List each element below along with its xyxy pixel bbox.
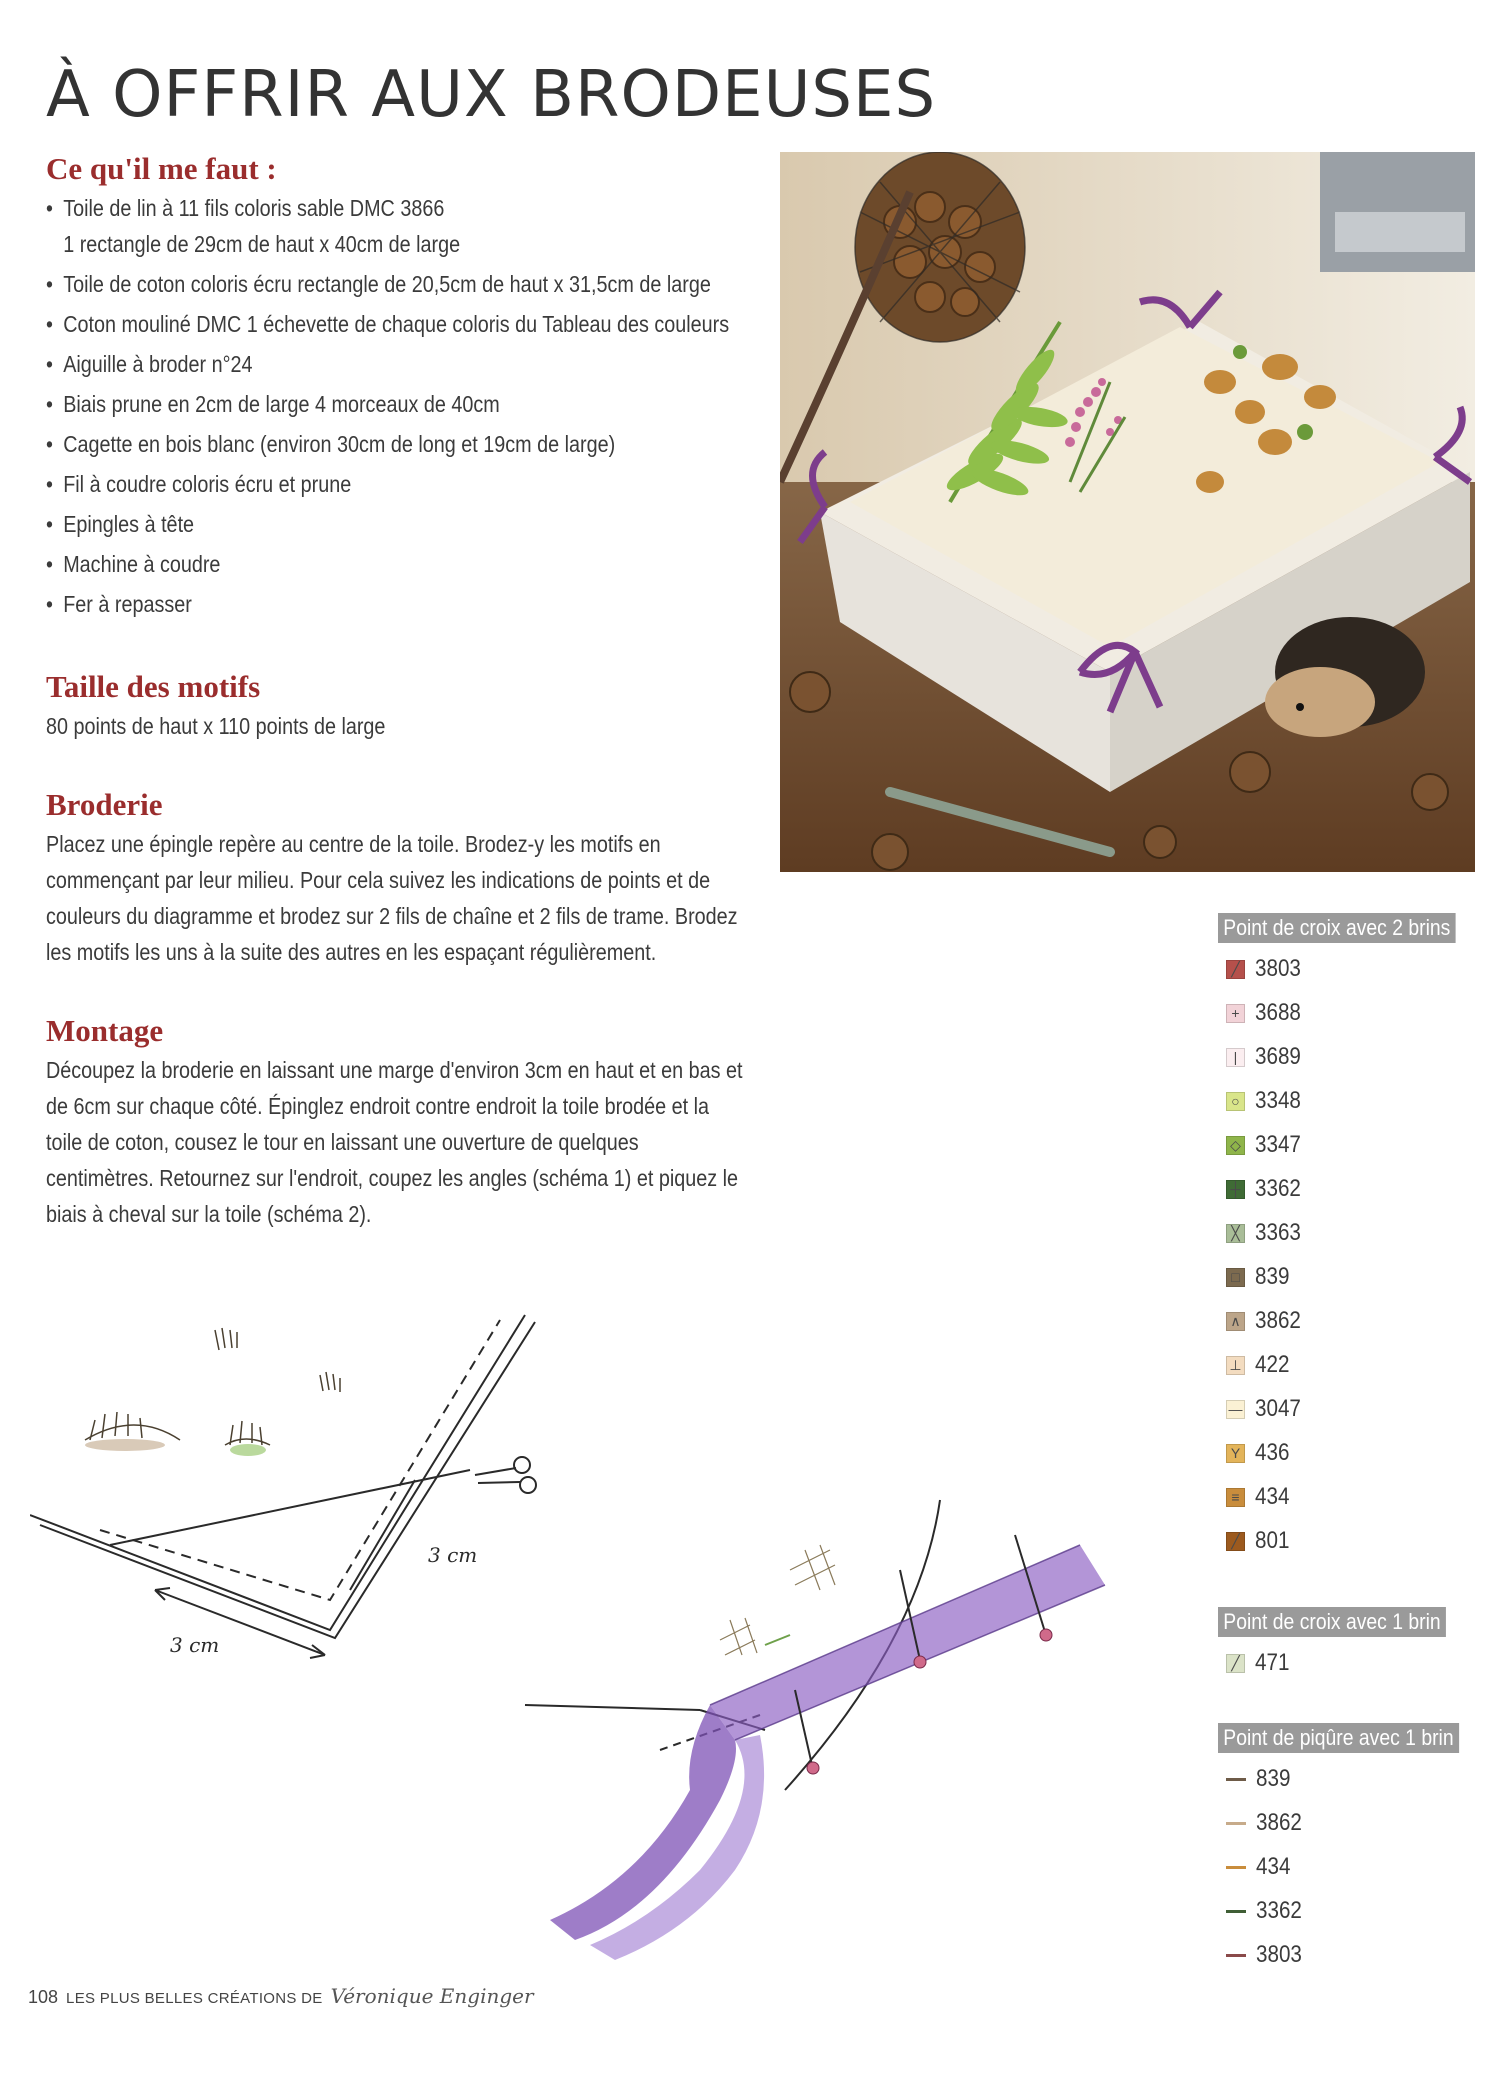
legend-row [1218, 947, 1468, 991]
legend-row [1218, 1889, 1468, 1933]
list-item: • Aiguille à broder n°24 [46, 346, 746, 382]
sketch-label-b: 3 cm [428, 1543, 478, 1567]
page-number: 108 [28, 1987, 59, 2007]
dmc-code: 839 [1256, 1765, 1291, 1792]
legend-row [1218, 1519, 1468, 1563]
project-photo [780, 152, 1475, 872]
dmc-code: 422 [1255, 1351, 1290, 1378]
materials-list [46, 190, 746, 622]
list-item: • Biais prune en 2cm de large 4 morceaux de 40cm [46, 386, 746, 422]
dmc-code: 3047 [1255, 1395, 1301, 1422]
page-footer [28, 1984, 534, 2008]
color-swatch: + [1226, 1004, 1245, 1023]
dmc-code: 3803 [1256, 1941, 1302, 1968]
color-swatch: ╱ [1226, 1654, 1245, 1673]
legend-heading: Point de croix avec 2 brins [1218, 913, 1456, 943]
list-item: • Machine à coudre [46, 546, 746, 582]
list-item: • Epingles à tête [46, 506, 746, 542]
legend-row [1218, 1475, 1468, 1519]
author-signature: Véronique Enginger [330, 1984, 534, 2008]
legend-backstitch-1-strand [1218, 1723, 1468, 1977]
sketch-label-a: 3 cm [170, 1633, 220, 1657]
legend-row [1218, 1641, 1468, 1685]
montage-section [46, 1014, 746, 1232]
list-item: • Fer à repasser [46, 586, 746, 622]
legend-cross-1-strand [1218, 1607, 1468, 1685]
dmc-code: 801 [1255, 1527, 1290, 1554]
dmc-code: 436 [1255, 1439, 1290, 1466]
legend-row [1218, 1845, 1468, 1889]
legend-cross-2-strands [1218, 913, 1468, 1563]
montage-heading: Montage [46, 1013, 164, 1048]
legend-row [1218, 1387, 1468, 1431]
list-item: • Coton mouliné DMC 1 échevette de chaque coloris du Tableau des couleurs [46, 306, 746, 342]
dmc-code: 471 [1255, 1649, 1290, 1676]
backstitch-line-swatch [1226, 1902, 1248, 1921]
dmc-code: 434 [1256, 1853, 1291, 1880]
dmc-code: 3862 [1255, 1307, 1301, 1334]
legend-row [1218, 1933, 1468, 1977]
color-swatch: — [1226, 1400, 1245, 1419]
color-swatch: ╱ [1226, 960, 1245, 979]
dmc-code: 3688 [1255, 999, 1301, 1026]
legend-row [1218, 1079, 1468, 1123]
dmc-code: 839 [1255, 1263, 1290, 1290]
photo-illustration [780, 152, 1475, 872]
size-text: 80 points de haut x 110 points de large [46, 713, 386, 740]
list-item: • Toile de coton coloris écru rectangle de 20,5cm de haut x 31,5cm de large [46, 266, 746, 302]
color-swatch: ╱ [1226, 1532, 1245, 1551]
schema-2-svg [520, 1490, 1120, 1960]
dmc-code: 3347 [1255, 1131, 1301, 1158]
legend-row [1218, 1431, 1468, 1475]
color-swatch: Y [1226, 1444, 1245, 1463]
list-item: • Toile de lin à 11 fils coloris sable DMC 3866 1 rectangle de 29cm de haut x 40cm de large [46, 190, 746, 262]
backstitch-line-swatch [1226, 1946, 1248, 1965]
size-section [46, 670, 746, 744]
dmc-code: 3803 [1255, 955, 1301, 982]
dmc-code: 3348 [1255, 1087, 1301, 1114]
color-swatch: ◇ [1226, 1136, 1245, 1155]
backstitch-line-swatch [1226, 1770, 1248, 1789]
color-swatch: ≡ [1226, 1488, 1245, 1507]
broderie-heading: Broderie [46, 787, 163, 822]
montage-text: Découpez la broderie en laissant une marge d'environ 3cm en haut et en bas et de 6cm sur chaque côté. Épinglez endroit contre endroit la toile brodée et la toile de coton, cousez le tour en laissant une ouverture de quelques centimètres. Retournez sur l'endroit, coupez les angles (schéma 1) et piquez le biais à cheval sur la toile (schéma 2). [46, 1057, 743, 1228]
size-heading: Taille des motifs [46, 669, 261, 704]
color-swatch: ∧ [1226, 1312, 1245, 1331]
legend-heading: Point de croix avec 1 brin [1218, 1607, 1446, 1637]
legend-row [1218, 1255, 1468, 1299]
materials-section [46, 152, 746, 626]
scissors-icon [475, 1457, 536, 1493]
dmc-code: 3362 [1255, 1175, 1301, 1202]
legend-row [1218, 1757, 1468, 1801]
dmc-code: 3362 [1256, 1897, 1302, 1924]
dmc-code: 434 [1255, 1483, 1290, 1510]
list-item: • Cagette en bois blanc (environ 30cm de long et 19cm de large) [46, 426, 746, 462]
color-swatch: ╳ [1226, 1224, 1245, 1243]
legend-row [1218, 1211, 1468, 1255]
legend-row [1218, 1801, 1468, 1845]
dmc-code: 3862 [1256, 1809, 1302, 1836]
color-swatch: ⊥ [1226, 1356, 1245, 1375]
backstitch-line-swatch [1226, 1858, 1248, 1877]
schema-1-svg [30, 1300, 550, 1670]
legend-row [1218, 1167, 1468, 1211]
color-swatch: ○ [1226, 1092, 1245, 1111]
dmc-code: 3363 [1255, 1219, 1301, 1246]
schema-1-diagram [30, 1300, 550, 1670]
legend-row [1218, 1343, 1468, 1387]
broderie-section [46, 788, 746, 970]
legend-row [1218, 1299, 1468, 1343]
dmc-code: 3689 [1255, 1043, 1301, 1070]
page-title: À OFFRIR AUX BRODEUSES [46, 58, 937, 132]
legend-heading: Point de piqûre avec 1 brin [1218, 1723, 1459, 1753]
color-swatch: ┼ [1226, 1180, 1245, 1199]
materials-heading: Ce qu'il me faut : [46, 151, 277, 186]
legend-row [1218, 1035, 1468, 1079]
legend-row [1218, 991, 1468, 1035]
schema-2-diagram [520, 1490, 1120, 1960]
list-item: • Fil à coudre coloris écru et prune [46, 466, 746, 502]
broderie-text: Placez une épingle repère au centre de la toile. Brodez-y les motifs en commençant par leur milieu. Pour cela suivez les indications de points et de couleurs du diagramme et brodez sur 2 fils de chaîne et 2 fils de trame. Brodez les motifs les uns à la suite des autres en les espaçant régulièrement. [46, 831, 738, 966]
color-swatch: □ [1226, 1268, 1245, 1287]
backstitch-line-swatch [1226, 1814, 1248, 1833]
color-swatch: | [1226, 1048, 1245, 1067]
legend-row [1218, 1123, 1468, 1167]
series-title: LES PLUS BELLES CRÉATIONS DE [66, 1990, 323, 2007]
